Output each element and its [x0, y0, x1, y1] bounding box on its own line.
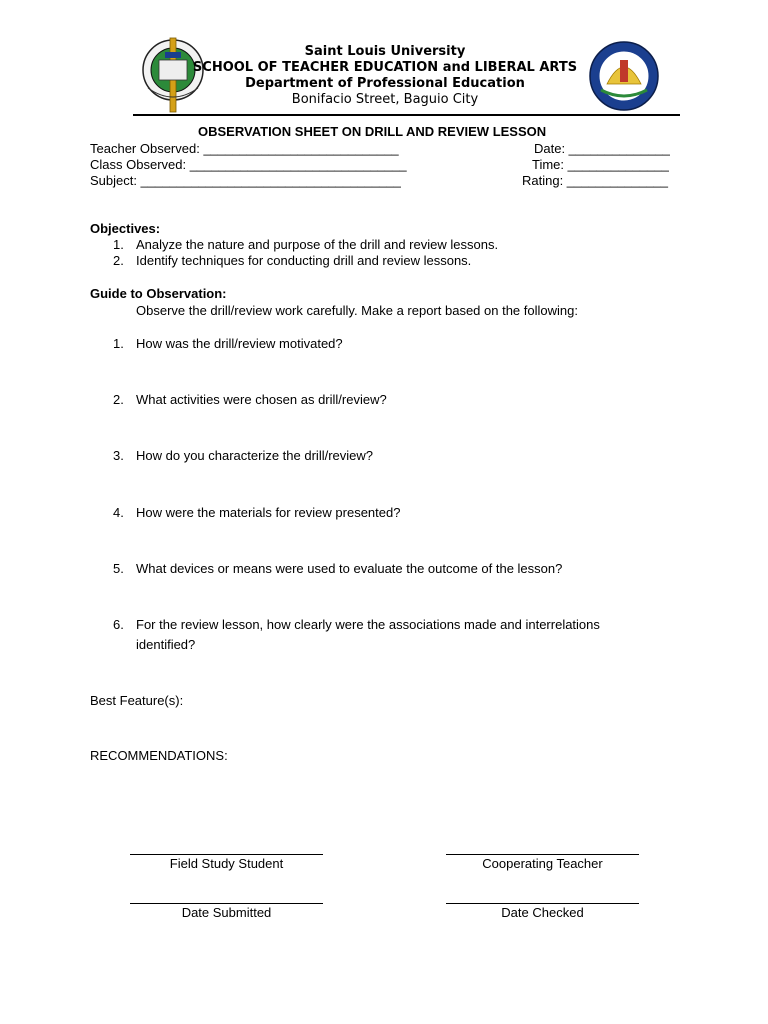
question-item: For the review lesson, how clearly were the associations made and interrelations [136, 617, 600, 632]
teacher-observed-field: Teacher Observed: ___________________________ [90, 141, 399, 156]
date-field: Date: ______________ [534, 141, 670, 156]
question-number: 2. [113, 392, 124, 407]
rating-field: Rating: ______________ [522, 173, 669, 188]
question-number: 5. [113, 561, 124, 576]
school-seal-logo [587, 40, 661, 112]
department-name: Department of Professional Education [245, 76, 525, 91]
university-name: Saint Louis University [304, 44, 466, 59]
field-study-student-signature-line [130, 854, 323, 855]
subject-field: Subject: ____________________________________ [90, 173, 401, 188]
question-item: How were the materials for review presented? [136, 505, 401, 520]
field-study-student-label: Field Study Student [169, 856, 284, 871]
question-item: How was the drill/review motivated? [136, 336, 343, 351]
best-features-label: Best Feature(s): [90, 693, 184, 708]
class-observed-field: Class Observed: ______________________________ [90, 157, 407, 172]
question-item: What devices or means were used to evaluate the outcome of the lesson? [136, 561, 563, 576]
date-submitted-line [130, 903, 323, 904]
objective-item: Identify techniques for conducting drill and review lessons. [136, 253, 472, 268]
objective-number: 1. [113, 237, 124, 252]
question-number: 6. [113, 617, 124, 632]
date-submitted-label: Date Submitted [181, 905, 272, 920]
document-title: OBSERVATION SHEET ON DRILL AND REVIEW LESSON [198, 124, 547, 139]
school-name: SCHOOL OF TEACHER EDUCATION and LIBERAL ARTS [192, 60, 578, 75]
cooperating-teacher-signature-line [446, 854, 639, 855]
question-number: 1. [113, 336, 124, 351]
objectives-heading: Objectives: [90, 221, 161, 236]
recommendations-label: RECOMMENDATIONS: [90, 748, 228, 763]
guide-intro: Observe the drill/review work carefully. Make a report based on the following: [136, 303, 578, 318]
guide-heading: Guide to Observation: [90, 286, 227, 301]
date-checked-line [446, 903, 639, 904]
question-number: 4. [113, 505, 124, 520]
question-item: What activities were chosen as drill/review? [136, 392, 387, 407]
question-item-continued: identified? [136, 637, 196, 652]
question-item: How do you characterize the drill/review? [136, 448, 373, 463]
date-checked-label: Date Checked [501, 905, 584, 920]
header-divider [133, 114, 680, 116]
objective-number: 2. [113, 253, 124, 268]
objective-item: Analyze the nature and purpose of the drill and review lessons. [136, 237, 499, 252]
address: Bonifacio Street, Baguio City [291, 92, 479, 107]
time-field: Time: ______________ [532, 157, 669, 172]
cooperating-teacher-label: Cooperating Teacher [482, 856, 603, 871]
question-number: 3. [113, 448, 124, 463]
